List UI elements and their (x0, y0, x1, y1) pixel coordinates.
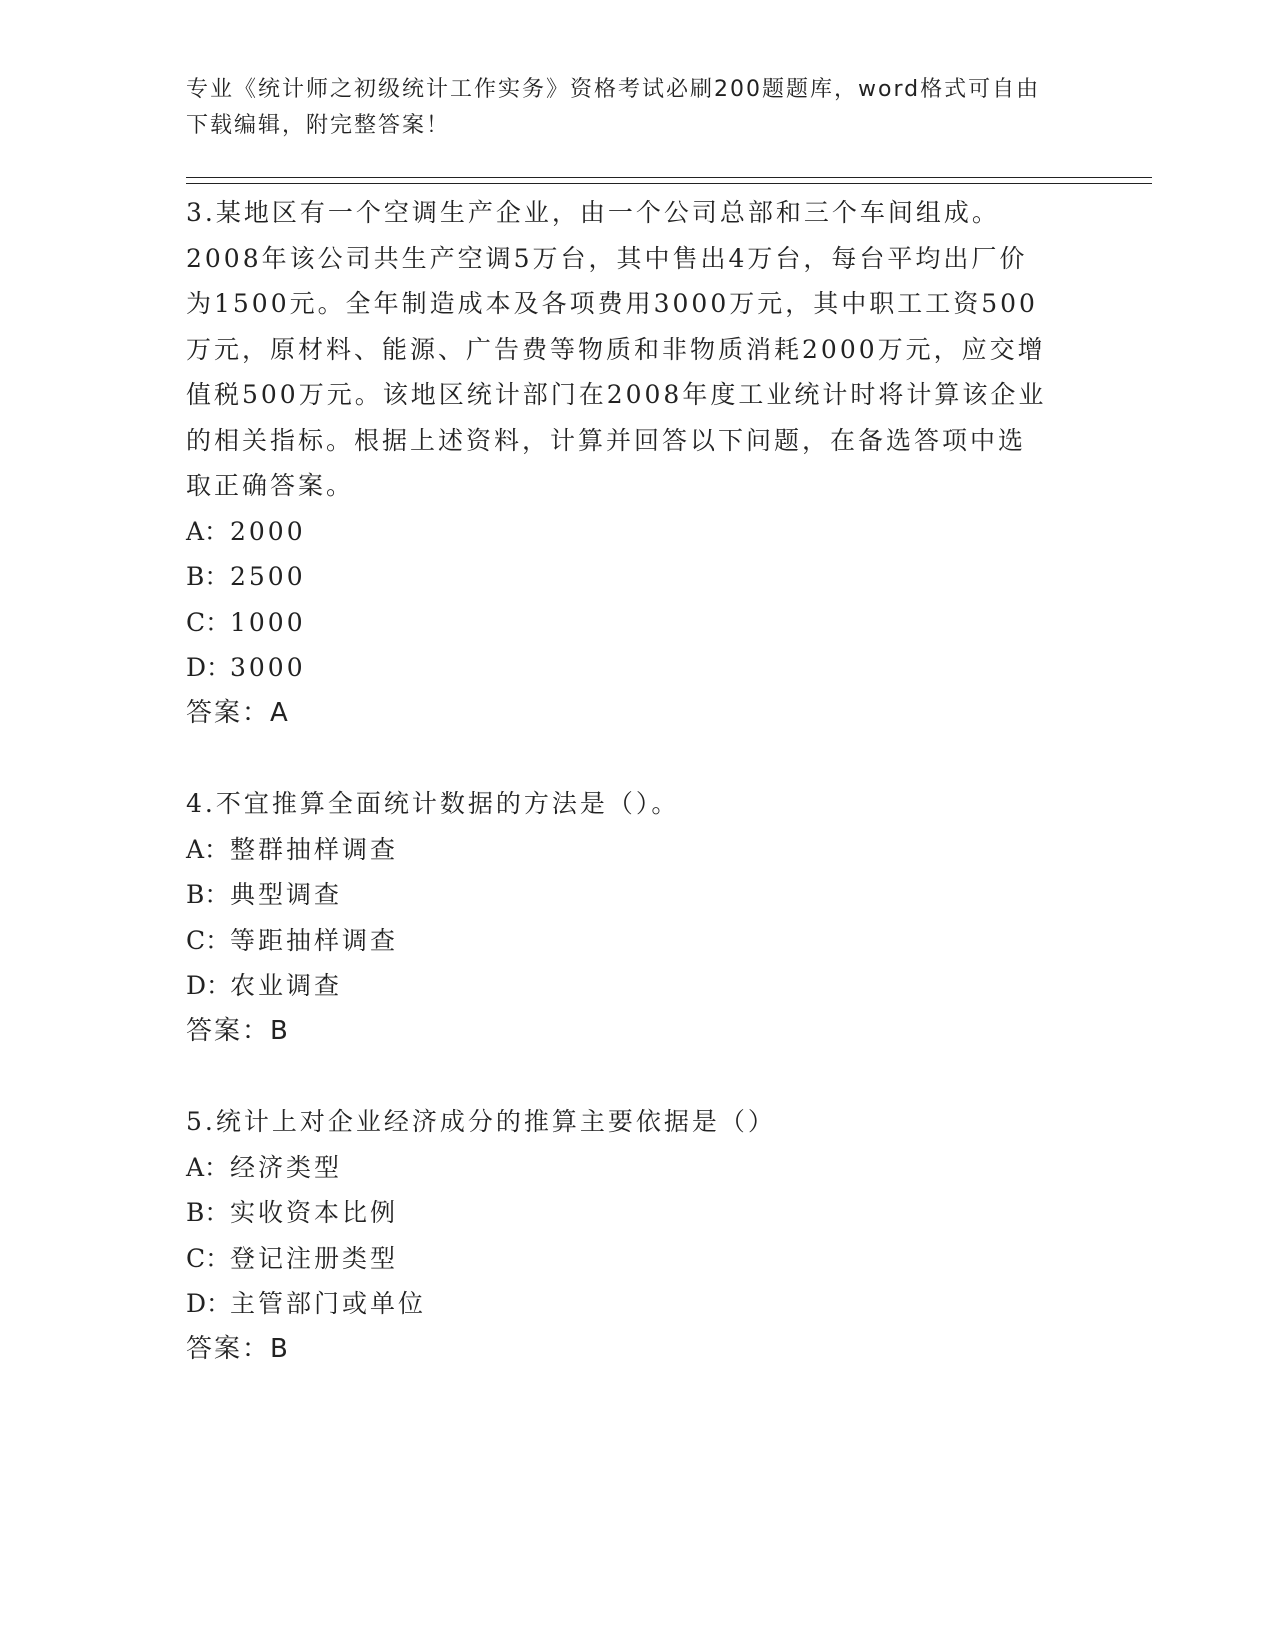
stem-line: 的相关指标。根据上述资料，计算并回答以下问题，在备选答项中选 (186, 425, 1027, 455)
option-text: 整群抽样调查 (230, 834, 399, 864)
option-letter: D： (186, 653, 232, 682)
question-5 (186, 1099, 1086, 1372)
option-text: 2000 (230, 516, 306, 546)
stem-line: 5.统计上对企业经济成分的推算主要依据是（） (186, 1107, 776, 1136)
stem-line: 值税500万元。该地区统计部门在2008年度工业统计时将计算该企业 (186, 380, 1047, 409)
option-letter: B： (186, 1198, 230, 1227)
option-letter: C： (186, 1243, 231, 1273)
option-letter: C： (186, 607, 231, 637)
option-b (186, 554, 1086, 600)
document-header (186, 72, 1066, 144)
header-divider-top (186, 177, 1152, 178)
option-text: 主管部门或单位 (230, 1289, 427, 1318)
stem-line: 2008年该公司共生产空调5万台，其中售出4万台，每台平均出厂价 (186, 243, 1028, 273)
option-letter: C： (186, 925, 231, 955)
option-letter: B： (186, 562, 230, 591)
option-text: 等距抽样调查 (230, 925, 399, 955)
option-b (186, 1190, 1086, 1236)
option-text: 农业调查 (230, 971, 343, 1000)
stem-line: 3.某地区有一个空调生产企业，由一个公司总部和三个车间组成。 (186, 198, 1000, 227)
header-divider-bottom (186, 183, 1152, 184)
stem-line: 4.不宜推算全面统计数据的方法是（）。 (186, 789, 680, 818)
option-letter: A： (186, 1152, 230, 1182)
option-text: 2500 (230, 562, 306, 591)
question-3 (186, 190, 1086, 736)
option-a (186, 1145, 1086, 1191)
stem-line: 为1500元。全年制造成本及各项费用3000万元，其中职工工资500 (186, 289, 1038, 318)
option-letter: A： (186, 834, 230, 864)
question-stem (186, 781, 1086, 827)
option-b (186, 872, 1086, 918)
option-c (186, 918, 1086, 964)
option-c (186, 1236, 1086, 1282)
header-line-2: 下载编辑，附完整答案！ (186, 113, 451, 138)
option-d (186, 645, 1086, 691)
answer-line: 答案：B (186, 1333, 290, 1364)
option-text: 实收资本比例 (230, 1198, 399, 1227)
option-text: 经济类型 (230, 1152, 343, 1182)
option-letter: D： (186, 971, 232, 1000)
answer-line: 答案：A (186, 697, 290, 728)
header-line-1: 专业《统计师之初级统计工作实务》资格考试必刷200题题库，word格式可自由 (186, 77, 1041, 102)
stem-line: 取正确答案。 (186, 471, 355, 500)
option-text: 1000 (230, 607, 306, 637)
option-text: 登记注册类型 (230, 1243, 399, 1273)
stem-line: 万元，原材料、能源、广告费等物质和非物质消耗2000万元，应交增 (186, 334, 1046, 364)
option-letter: D： (186, 1289, 232, 1318)
answer-line: 答案：B (186, 1015, 290, 1046)
question-stem (186, 1099, 1086, 1145)
option-d (186, 1281, 1086, 1327)
option-letter: B： (186, 880, 230, 909)
option-text: 3000 (230, 653, 306, 682)
option-d (186, 963, 1086, 1009)
question-list (186, 190, 1086, 1372)
question-4 (186, 781, 1086, 1054)
option-c (186, 600, 1086, 646)
option-text: 典型调查 (230, 880, 343, 909)
option-a (186, 827, 1086, 873)
option-letter: A： (186, 516, 230, 546)
option-a (186, 509, 1086, 555)
question-stem (186, 190, 1086, 509)
